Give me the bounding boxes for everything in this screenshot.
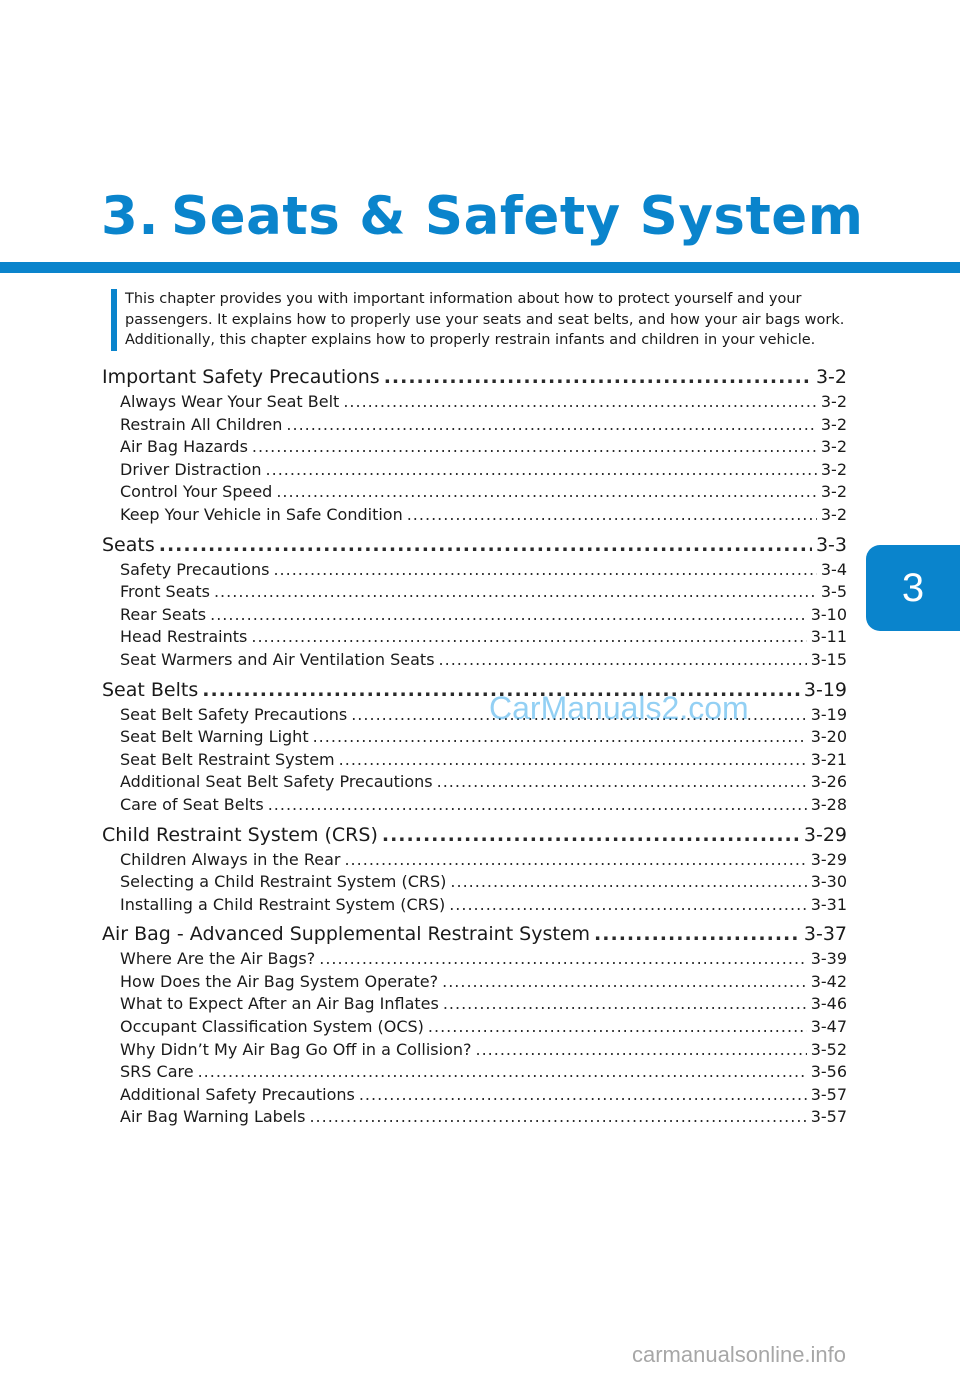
toc-section-entry-page: 3-3 bbox=[815, 533, 847, 556]
toc-entry-page: 3-57 bbox=[810, 1107, 847, 1127]
toc-entry[interactable] bbox=[102, 949, 847, 972]
toc-section-entry[interactable] bbox=[102, 534, 847, 560]
toc-entry-title: Selecting a Child Restraint System (CRS) bbox=[120, 872, 447, 892]
toc-entry-title: Air Bag Hazards bbox=[120, 437, 248, 457]
toc-entry-title: Keep Your Vehicle in Safe Condition bbox=[120, 504, 403, 524]
dot-leader bbox=[450, 872, 806, 891]
toc-section-entry[interactable] bbox=[102, 923, 847, 949]
title-divider bbox=[0, 262, 960, 273]
toc-section-entry-title: Child Restraint System (CRS) bbox=[102, 823, 378, 846]
toc-entry-page: 3-2 bbox=[820, 392, 847, 411]
toc-entry-title: Care of Seat Belts bbox=[120, 794, 264, 814]
toc-entry[interactable] bbox=[102, 650, 847, 673]
toc-entry-page: 3-46 bbox=[810, 994, 847, 1014]
dot-leader bbox=[407, 505, 817, 524]
dot-leader bbox=[309, 1107, 806, 1126]
toc-section-entry[interactable] bbox=[102, 366, 847, 392]
dot-leader bbox=[439, 650, 807, 669]
chapter-tab-label: 3 bbox=[901, 565, 925, 610]
toc-entry-page: 3-5 bbox=[820, 582, 847, 602]
toc-entry[interactable] bbox=[102, 850, 847, 873]
dot-leader bbox=[252, 437, 817, 456]
toc-entry-title: Head Restraints bbox=[120, 627, 248, 647]
watermark: CarManuals2.com bbox=[489, 690, 749, 726]
dot-leader bbox=[442, 972, 807, 991]
toc-entry-title: Children Always in the Rear bbox=[120, 849, 341, 869]
toc-entry-title: Seat Belt Safety Precautions bbox=[120, 704, 348, 724]
toc-entry-page: 3-57 bbox=[810, 1084, 847, 1104]
toc-entry-page: 3-30 bbox=[810, 872, 847, 892]
dot-leader bbox=[286, 415, 816, 434]
toc-entry[interactable] bbox=[102, 437, 847, 460]
dot-leader bbox=[382, 824, 800, 846]
footer-source: carmanualsonline.info bbox=[632, 1342, 847, 1367]
toc-entry[interactable] bbox=[102, 872, 847, 895]
toc-entry-page: 3-56 bbox=[810, 1062, 847, 1082]
toc-entry-page: 3-21 bbox=[810, 749, 847, 769]
toc-section-entry-page: 3-2 bbox=[815, 366, 847, 388]
dot-leader bbox=[443, 994, 807, 1013]
dot-leader bbox=[214, 582, 817, 601]
toc-entry-title: Seat Belt Restraint System bbox=[120, 749, 335, 769]
toc-section bbox=[102, 824, 847, 918]
dot-leader bbox=[594, 923, 800, 945]
toc-entry-title: Additional Seat Belt Safety Precautions bbox=[120, 772, 433, 792]
toc-entry-page: 3-15 bbox=[810, 649, 847, 669]
dot-leader bbox=[384, 366, 812, 388]
toc-entry-page: 3-2 bbox=[820, 482, 847, 502]
toc-entry[interactable] bbox=[102, 627, 847, 650]
toc-entry-title: Seat Warmers and Air Ventilation Seats bbox=[120, 649, 435, 669]
toc-entry-title: SRS Care bbox=[120, 1062, 194, 1082]
toc-entry-title: Air Bag Warning Labels bbox=[120, 1107, 306, 1127]
toc-entry[interactable] bbox=[102, 895, 847, 918]
dot-leader bbox=[449, 895, 807, 914]
dot-leader bbox=[476, 1040, 807, 1059]
toc-entry-page: 3-2 bbox=[820, 437, 847, 457]
toc-entry-title: What to Expect After an Air Bag Inflates bbox=[120, 994, 439, 1014]
toc-entry[interactable] bbox=[102, 582, 847, 605]
toc-entry[interactable] bbox=[102, 1085, 847, 1108]
toc-entry-title: Front Seats bbox=[120, 582, 210, 602]
toc-entry[interactable] bbox=[102, 1107, 847, 1130]
dot-leader bbox=[251, 627, 806, 646]
dot-leader bbox=[339, 750, 807, 769]
toc-entry-page: 3-29 bbox=[810, 849, 847, 869]
toc-entry-page: 3-11 bbox=[810, 627, 847, 647]
toc-section-entry-title: Important Safety Precautions bbox=[102, 366, 380, 388]
chapter-intro: This chapter provides you with important information about how to protect yourself and your passengers. It explains how to properly use your seats and seat belts, and how your air bags work. Additionally, this chapter explains how to properly restrain infants and children in your vehicle. bbox=[111, 289, 885, 351]
dot-leader bbox=[268, 795, 807, 814]
toc-entry[interactable] bbox=[102, 1062, 847, 1085]
toc-entry-page: 3-28 bbox=[810, 794, 847, 814]
toc-entry-page: 3-26 bbox=[810, 772, 847, 792]
toc-entry-title: How Does the Air Bag System Operate? bbox=[120, 971, 439, 991]
chapter-tab[interactable] bbox=[866, 545, 960, 631]
toc-entry[interactable] bbox=[102, 415, 847, 438]
toc-entry[interactable] bbox=[102, 972, 847, 995]
toc-entry-title: Restrain All Children bbox=[120, 414, 283, 434]
toc-entry[interactable] bbox=[102, 727, 847, 750]
chapter-number: 3. bbox=[101, 186, 160, 247]
toc-entry[interactable] bbox=[102, 605, 847, 628]
toc-entry-title: Installing a Child Restraint System (CRS) bbox=[120, 894, 446, 914]
toc-entry-title: Occupant Classification System (OCS) bbox=[120, 1017, 424, 1037]
toc-section bbox=[102, 923, 847, 1130]
toc-entry[interactable] bbox=[102, 772, 847, 795]
toc-section-entry-page: 3-29 bbox=[803, 823, 847, 846]
toc-section bbox=[102, 534, 847, 673]
toc-entry[interactable] bbox=[102, 1017, 847, 1040]
toc-entry-title: Driver Distraction bbox=[120, 459, 262, 479]
toc-entry[interactable] bbox=[102, 994, 847, 1017]
toc-section bbox=[102, 366, 847, 528]
toc-entry[interactable] bbox=[102, 750, 847, 773]
toc-entry-title: Safety Precautions bbox=[120, 559, 270, 579]
dot-leader bbox=[437, 772, 807, 791]
toc-entry-page: 3-10 bbox=[810, 604, 847, 624]
toc-section-entry-page: 3-19 bbox=[803, 678, 847, 701]
dot-leader bbox=[344, 850, 806, 869]
toc-entry-title: Always Wear Your Seat Belt bbox=[120, 392, 340, 411]
toc-section-entry-title: Seat Belts bbox=[102, 678, 199, 701]
toc-entry-title: Rear Seats bbox=[120, 604, 207, 624]
toc-entry-page: 3-42 bbox=[810, 971, 847, 991]
toc-section-entry[interactable] bbox=[102, 824, 847, 850]
toc-entry[interactable] bbox=[102, 392, 847, 415]
toc-entry[interactable] bbox=[102, 560, 847, 583]
dot-leader bbox=[428, 1017, 807, 1036]
dot-leader bbox=[198, 1062, 807, 1081]
dot-leader bbox=[210, 605, 807, 624]
toc-entry-title: Control Your Speed bbox=[120, 482, 273, 502]
toc-entry-page: 3-47 bbox=[810, 1017, 847, 1037]
toc-entry-page: 3-52 bbox=[810, 1039, 847, 1059]
dot-leader bbox=[359, 1085, 807, 1104]
dot-leader bbox=[276, 482, 817, 501]
toc-entry-title: Seat Belt Warning Light bbox=[120, 727, 309, 747]
toc-entry-page: 3-31 bbox=[810, 894, 847, 914]
dot-leader bbox=[266, 460, 817, 479]
toc-entry-page: 3-20 bbox=[810, 727, 847, 747]
toc-entry[interactable] bbox=[102, 505, 847, 528]
toc-entry[interactable] bbox=[102, 1040, 847, 1063]
dot-leader bbox=[343, 392, 817, 411]
dot-leader bbox=[273, 560, 816, 579]
toc-entry-title: Additional Safety Precautions bbox=[120, 1084, 355, 1104]
toc-entry-title: Where Are the Air Bags? bbox=[120, 949, 316, 969]
toc-section-entry-title: Air Bag - Advanced Supplemental Restraint System bbox=[102, 923, 591, 946]
toc-entry-page: 3-2 bbox=[820, 414, 847, 434]
toc-entry-page: 3-2 bbox=[820, 459, 847, 479]
toc-entry-page: 3-2 bbox=[820, 504, 847, 524]
toc-entry-title: Why Didn’t My Air Bag Go Off in a Collision? bbox=[120, 1039, 472, 1059]
toc-section-entry-title: Seats bbox=[102, 533, 155, 556]
chapter-title bbox=[101, 186, 863, 247]
toc-entry[interactable] bbox=[102, 795, 847, 818]
toc-entry[interactable] bbox=[102, 482, 847, 505]
toc-entry-page: 3-39 bbox=[810, 949, 847, 969]
toc-entry-page: 3-19 bbox=[810, 704, 847, 724]
chapter-name: Seats & Safety System bbox=[171, 186, 864, 247]
toc-entry-page: 3-4 bbox=[820, 559, 847, 579]
dot-leader bbox=[313, 727, 807, 746]
dot-leader bbox=[159, 534, 812, 556]
toc-section-entry-page: 3-37 bbox=[803, 923, 847, 946]
table-of-contents bbox=[102, 366, 847, 1130]
dot-leader bbox=[319, 949, 806, 968]
toc-entry[interactable] bbox=[102, 460, 847, 483]
